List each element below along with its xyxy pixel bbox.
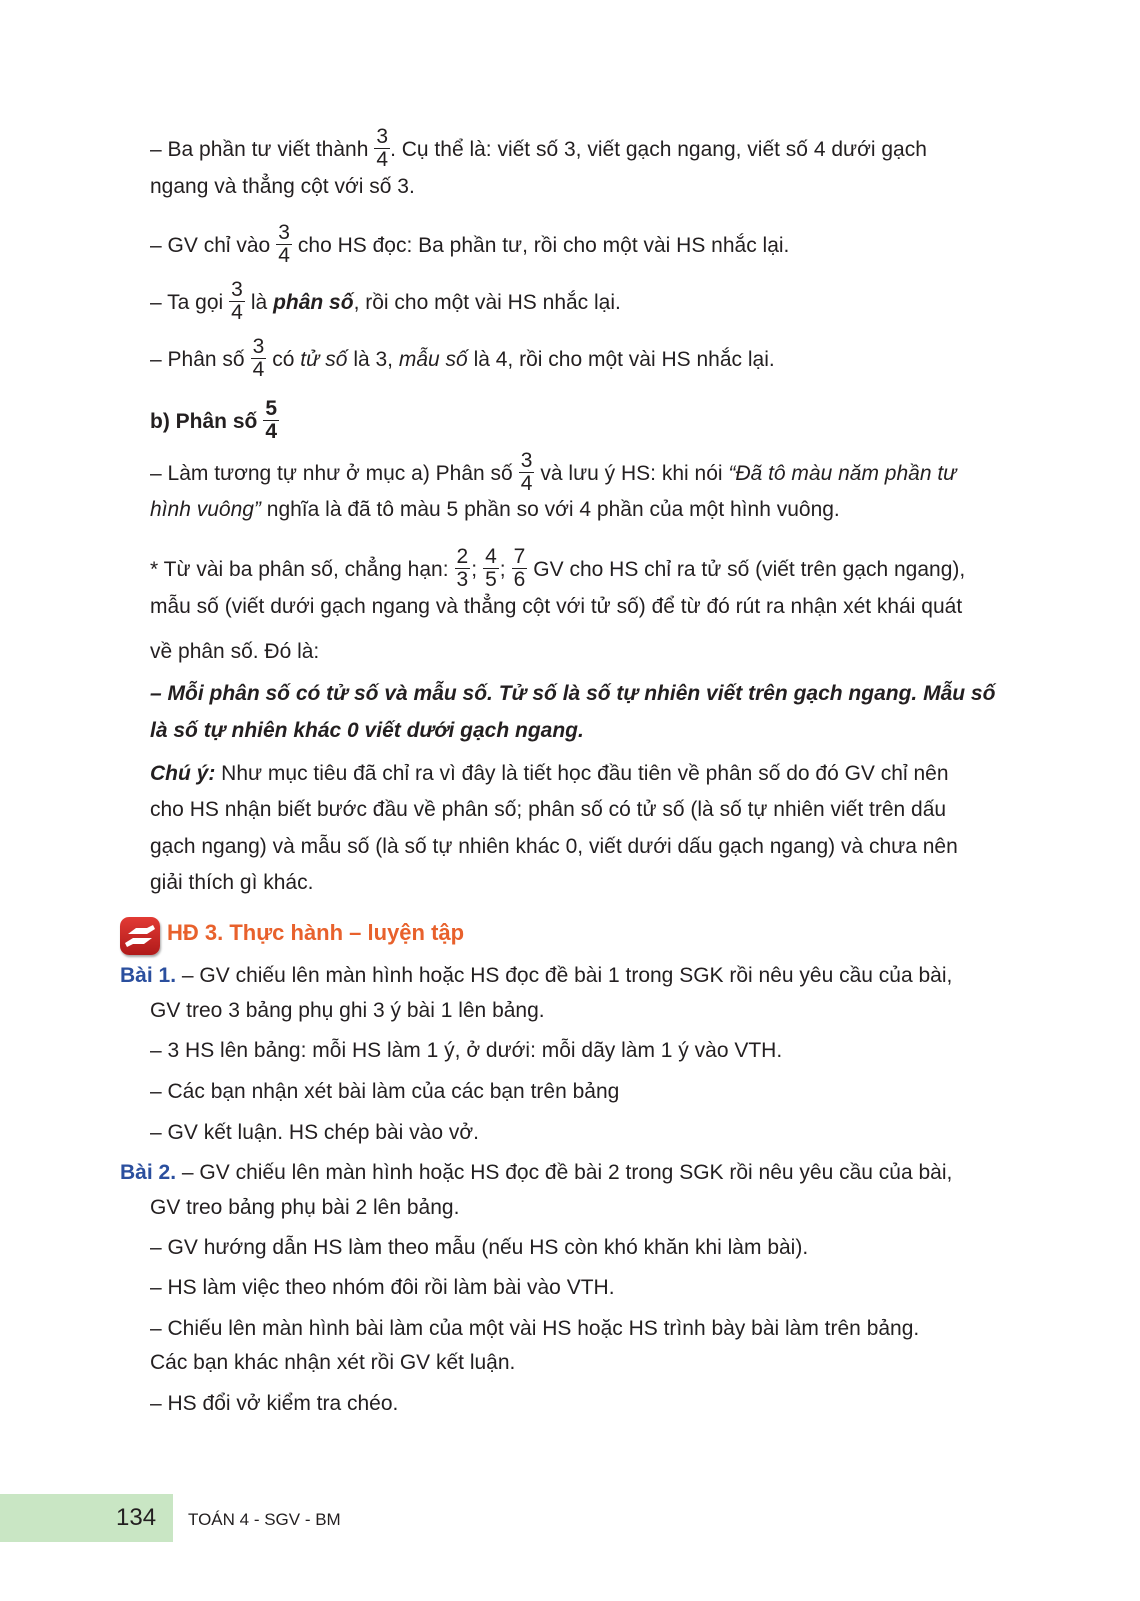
text-line — [150, 335, 775, 383]
text: – Ta gọi — [150, 291, 224, 315]
numerator: 3 — [520, 449, 533, 472]
text-line: GV treo bảng phụ bài 2 lên bảng. — [150, 1196, 460, 1219]
italic-quote: “Đã tô màu năm phần tư — [728, 462, 957, 486]
text: và lưu ý HS: khi nói — [540, 462, 723, 486]
key-statement: – Mỗi phân số có tử số và mẫu số. Tử số là số tự nhiên viết trên gạch ngang. Mẫu số — [150, 682, 996, 705]
separator: ; — [499, 558, 506, 582]
denominator: 4 — [252, 358, 265, 381]
exercise-label: Bài 2. — [120, 1161, 177, 1184]
denominator: 6 — [513, 568, 526, 591]
key-statement: là số tự nhiên khác 0 viết dưới gạch ngang. — [150, 719, 584, 742]
text-line: giải thích gì khác. — [150, 871, 314, 894]
text: – GV chỉ vào — [150, 234, 271, 258]
text: – Ba phần tư viết thành — [150, 138, 369, 162]
denominator: 3 — [456, 568, 469, 591]
denominator: 4 — [520, 472, 533, 495]
italic-term: mẫu số — [398, 348, 468, 372]
text-line — [150, 125, 927, 173]
note-label: Chú ý: — [150, 762, 216, 785]
text: là 4, rồi cho một vài HS nhắc lại. — [473, 348, 775, 372]
text-line: cho HS nhận biết bước đầu về phân số; phân số có tử số (là số tự nhiên viết trên dấu — [150, 798, 947, 821]
text-line — [150, 221, 790, 269]
numerator: 3 — [252, 335, 265, 358]
fraction — [519, 450, 535, 495]
fraction — [251, 336, 267, 381]
numerator: 4 — [485, 545, 497, 568]
page-number: 134 — [116, 1504, 157, 1531]
text-line: – HS đổi vở kiểm tra chéo. — [150, 1392, 399, 1415]
exercise-label: Bài 1. — [120, 964, 177, 987]
text: b) Phân số — [150, 410, 258, 434]
section-heading — [150, 397, 285, 445]
text: Như mục tiêu đã chỉ ra vì đây là tiết học đầu tiên về phân số do đó GV chỉ nên — [221, 762, 949, 785]
denominator: 4 — [376, 148, 389, 171]
text-line: gạch ngang) và mẫu số (là số tự nhiên khác 0, viết dưới dấu gạch ngang) và chưa nên — [150, 835, 958, 858]
text: – GV chiếu lên màn hình hoặc HS đọc đề bài 1 trong SGK rồi nêu yêu cầu của bài, — [181, 964, 953, 987]
text-line: – Các bạn nhận xét bài làm của các bạn trên bảng — [150, 1080, 620, 1103]
book-title: TOÁN 4 - SGV - BM — [188, 1510, 341, 1529]
numerator: 7 — [513, 545, 526, 568]
text: – Làm tương tự như ở mục a) Phân số — [150, 462, 513, 486]
numerator: 3 — [278, 221, 290, 244]
fraction — [455, 546, 471, 591]
text-line — [150, 449, 957, 497]
text: , rồi cho một vài HS nhắc lại. — [353, 291, 621, 315]
fraction — [229, 279, 245, 324]
denominator: 4 — [265, 420, 278, 443]
exercise-line — [120, 1160, 952, 1186]
text-line: – Chiếu lên màn hình bài làm của một vài HS hoặc HS trình bày bài làm trên bảng. — [150, 1317, 920, 1340]
text: là 3, — [353, 348, 394, 372]
text: là — [250, 291, 268, 315]
text-line: ngang và thẳng cột với số 3. — [150, 175, 415, 198]
text-line: – GV hướng dẫn HS làm theo mẫu (nếu HS còn khó khăn khi làm bài). — [150, 1236, 809, 1259]
note-line — [150, 761, 949, 787]
text-line: mẫu số (viết dưới gạch ngang và thẳng cột với tử số) để từ đó rút ra nhận xét khái quát — [150, 595, 963, 618]
fraction — [263, 398, 279, 443]
numerator: 5 — [265, 397, 278, 420]
text-line: về phân số. Đó là: — [150, 640, 320, 663]
text: . Cụ thể là: viết số 3, viết gạch ngang, viết số 4 dưới gạch — [390, 138, 927, 162]
denominator: 5 — [485, 568, 497, 591]
denominator: 4 — [278, 244, 290, 267]
text: – Phân số — [150, 348, 245, 372]
fraction — [483, 546, 499, 591]
text-line: GV treo 3 bảng phụ ghi 3 ý bài 1 lên bảng. — [150, 999, 545, 1022]
text-line — [150, 278, 621, 326]
italic-term: tử số — [300, 348, 348, 372]
numerator: 3 — [376, 125, 389, 148]
text: có — [272, 348, 295, 372]
text-line: – GV kết luận. HS chép bài vào vở. — [150, 1121, 479, 1144]
denominator: 4 — [231, 301, 243, 324]
fraction — [276, 222, 292, 267]
numerator: 3 — [231, 278, 243, 301]
numerator: 2 — [456, 545, 469, 568]
text: cho HS đọc: Ba phần tư, rồi cho một vài HS nhắc lại. — [297, 234, 790, 258]
exercise-line — [120, 963, 952, 989]
italic-quote: hình vuông” — [150, 498, 261, 521]
text-line: – 3 HS lên bảng: mỗi HS làm 1 ý, ở dưới: mỗi dãy làm 1 ý vào VTH. — [150, 1039, 783, 1062]
text-line: – HS làm việc theo nhóm đôi rồi làm bài vào VTH. — [150, 1276, 615, 1299]
fraction — [374, 126, 390, 171]
separator: ; — [471, 558, 478, 582]
activity-title: HĐ 3. Thực hành – luyện tập — [167, 920, 465, 945]
text-line — [150, 497, 840, 523]
text: nghĩa là đã tô màu 5 phần so với 4 phần của một hình vuông. — [266, 498, 840, 521]
fraction — [512, 546, 528, 591]
text-line: Các bạn khác nhận xét rồi GV kết luận. — [150, 1351, 516, 1374]
hands-icon — [120, 917, 160, 955]
text: – GV chiếu lên màn hình hoặc HS đọc đề bài 2 trong SGK rồi nêu yêu cầu của bài, — [181, 1161, 953, 1184]
bold-term: phân số — [273, 291, 354, 315]
text: * Từ vài ba phân số, chẳng hạn: — [150, 558, 449, 582]
text: GV cho HS chỉ ra tử số (viết trên gạch ngang), — [533, 558, 966, 582]
text-line — [150, 545, 966, 593]
